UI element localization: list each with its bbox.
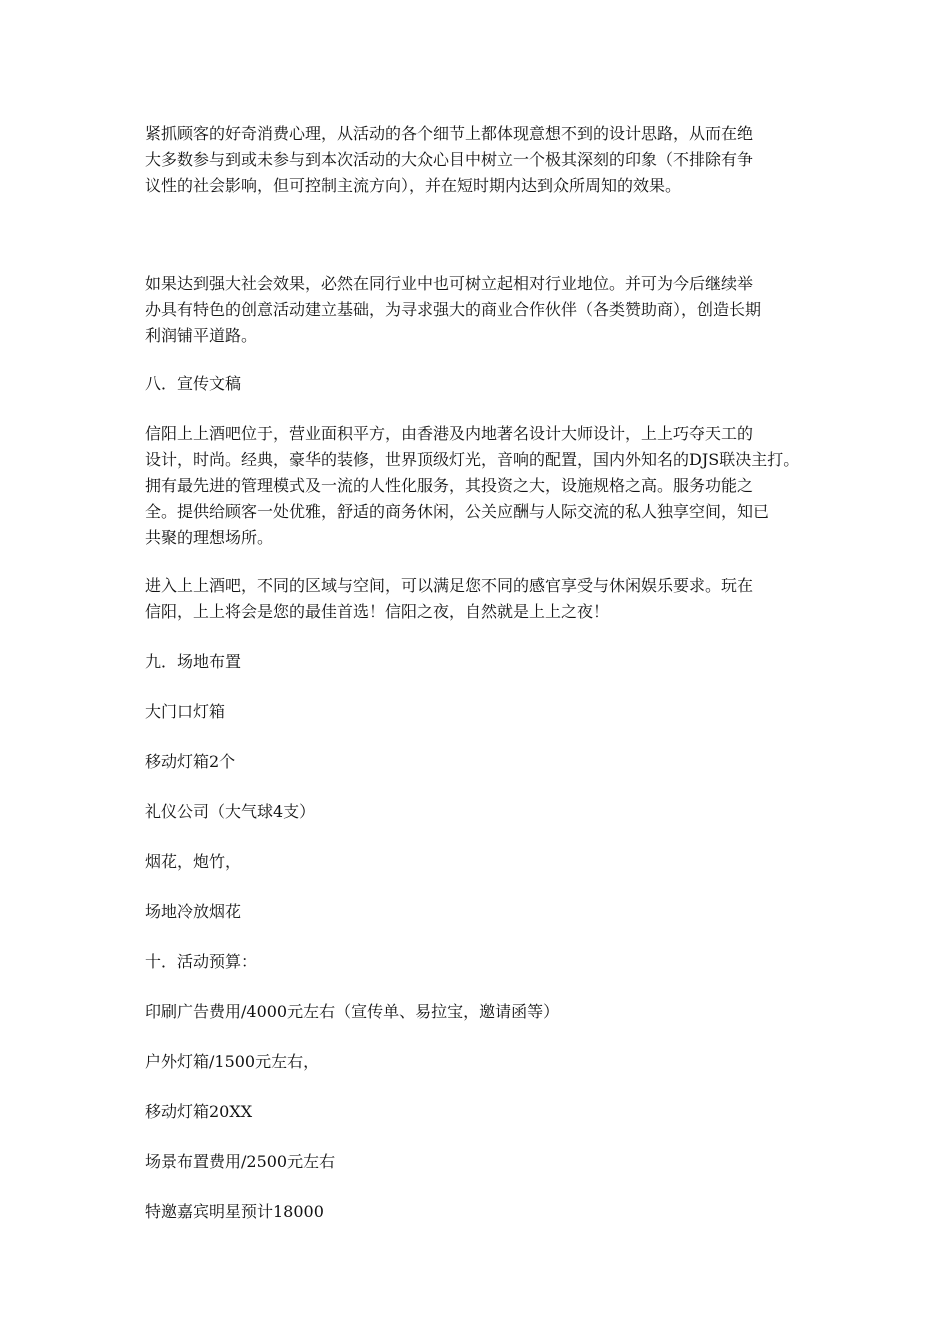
paragraph-goal: 紧抓顾客的好奇消费心理，从活动的各个细节上都体现意想不到的设计思路，从而在绝 大多数参与到或未参与到本次活动的大众心目中树立一个极其深刻的印象（不排除有争 议性的社会影响，但可控制主流方向），并在短时期内达到众所周知的效果。 — [145, 124, 754, 195]
venue-item: 场地冷放烟花 — [145, 902, 242, 921]
budget-item: 户外灯箱/1500元左右， — [145, 1052, 320, 1071]
venue-item: 大门口灯箱 — [145, 702, 226, 721]
section-heading-venue-layout: 九．场地布置 — [145, 652, 242, 671]
budget-item: 特邀嘉宾明星预计18000 — [145, 1202, 324, 1221]
section-heading-budget: 十．活动预算： — [145, 952, 258, 971]
paragraph-bar-intro: 信阳上上酒吧位于，营业面积平方，由香港及内地著名设计大师设计，上上巧夺天工的 设计，时尚。经典，豪华的装修，世界顶级灯光，音响的配置，国内外知名的DJS联决主打。 拥有最先进的管理模式及一流的人性化服务，其投资之大，设施规格之高。服务功能之 全。提供给顾客一处优雅，舒适的商务休闲，公关应酬与人际交流的私人独享空间，知已 共聚的理想场所。 — [145, 424, 800, 547]
budget-item: 印刷广告费用/4000元左右（宣传单、易拉宝，邀请函等） — [145, 1002, 560, 1021]
section-heading-promo-copy: 八．宣传文稿 — [145, 374, 242, 393]
venue-item: 礼仪公司（大气球4支） — [145, 802, 316, 821]
budget-item: 场景布置费用/2500元左右 — [145, 1152, 336, 1171]
paragraph-industry-position: 如果达到强大社会效果，必然在同行业中也可树立起相对行业地位。并可为今后继续举 办具有特色的创意活动建立基础，为寻求强大的商业合作伙伴（各类赞助商），创造长期 利润铺平道路。 — [145, 274, 762, 345]
venue-item: 烟花，炮竹， — [145, 852, 242, 871]
venue-item: 移动灯箱2个 — [145, 752, 236, 771]
budget-item: 移动灯箱20XX — [145, 1102, 253, 1121]
paragraph-bar-invite: 进入上上酒吧，不同的区域与空间，可以满足您不同的感官享受与休闲娱乐要求。玩在 信阳，上上将会是您的最佳首选！信阳之夜，自然就是上上之夜！ — [145, 576, 754, 621]
